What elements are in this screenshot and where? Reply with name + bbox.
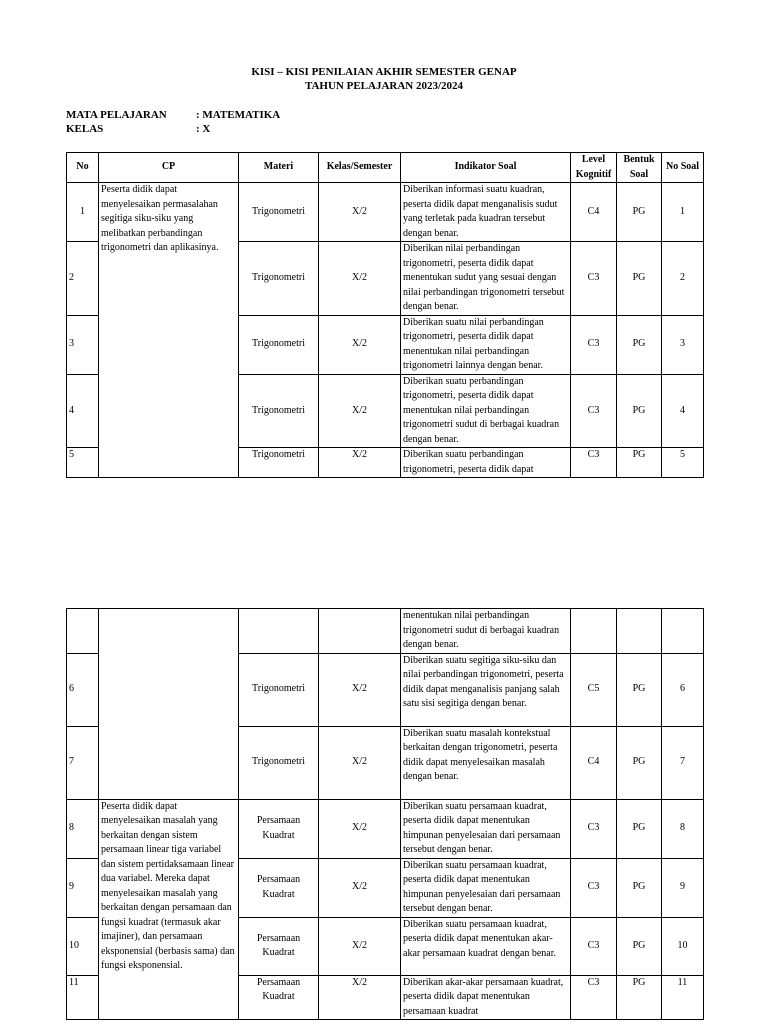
kisi-table-page1: [66, 152, 704, 478]
cp-cell-continued: [99, 609, 239, 800]
table-row: [67, 799, 704, 858]
row-kelas: [319, 609, 401, 654]
row-nosoal: 6: [662, 653, 704, 726]
row-indikator: Diberikan suatu nilai perbandingan trigonometri, peserta didik dapat menentukan nilai perbandingan trigonometri lainnya dengan benar.: [401, 315, 571, 374]
row-level: C3: [571, 975, 617, 1020]
row-kelas: X/2: [319, 242, 401, 316]
row-no: 3: [67, 315, 99, 374]
row-bentuk: PG: [617, 242, 662, 316]
header-materi: Materi: [239, 153, 319, 183]
row-materi: Persamaan Kuadrat: [239, 799, 319, 858]
row-bentuk: PG: [617, 975, 662, 1020]
subject-value: : MATEMATIKA: [196, 109, 281, 121]
row-kelas: X/2: [319, 374, 401, 448]
class-label: KELAS: [66, 123, 104, 135]
row-indikator: Diberikan suatu segitiga siku-siku dan nilai perbandingan trigonometri, peserta didik dapat menganalisis panjang salah satu sisi segitiga dengan benar.: [401, 653, 571, 726]
row-no: [67, 609, 99, 654]
row-level: C3: [571, 858, 617, 917]
cp-cell-2: Peserta didik dapat menyelesaikan masalah yang berkaitan dengan sistem persamaan linear tiga variabel dan sistem pertidaksamaan linear dua variabel. Mereka dapat menyelesaikan masalah yang berkaitan dengan persamaan dan fungsi kuadrat (termasuk akar imajiner), dan persamaan eksponensial (berbasis sama) dan fungsi eksponensial.: [99, 799, 239, 1020]
row-materi: Trigonometri: [239, 448, 319, 478]
row-no: 2: [67, 242, 99, 316]
row-materi: Trigonometri: [239, 653, 319, 726]
row-bentuk: PG: [617, 799, 662, 858]
row-indikator: Diberikan suatu persamaan kuadrat, peserta didik dapat menentukan himpunan penyelesaian dari persamaan tersebut dengan benar.: [401, 799, 571, 858]
row-nosoal: 8: [662, 799, 704, 858]
class-line: [66, 123, 210, 135]
row-no: 1: [67, 183, 99, 242]
row-materi: Persamaan Kuadrat: [239, 858, 319, 917]
cp-cell: Peserta didik dapat menyelesaikan permasalahan segitiga siku-siku yang melibatkan perbandingan trigonometri dan aplikasinya.: [99, 183, 239, 478]
row-bentuk: PG: [617, 653, 662, 726]
row-materi: Trigonometri: [239, 374, 319, 448]
row-kelas: X/2: [319, 726, 401, 799]
row-kelas: X/2: [319, 315, 401, 374]
row-indikator: Diberikan suatu persamaan kuadrat, peserta didik dapat menentukan akar-akar persamaan kuadrat dengan benar.: [401, 917, 571, 975]
row-bentuk: PG: [617, 315, 662, 374]
header-no-soal: No Soal: [662, 153, 704, 183]
row-level: C3: [571, 242, 617, 316]
document-subtitle: TAHUN PELAJARAN 2023/2024: [304, 80, 464, 92]
row-no: 5: [67, 448, 99, 478]
header-no: No: [67, 153, 99, 183]
row-nosoal: 7: [662, 726, 704, 799]
row-materi: [239, 609, 319, 654]
row-indikator: Diberikan nilai perbandingan trigonometri, peserta didik dapat menentukan sudut yang sesuai dengan nilai perbandingan trigonometri tersebut dengan benar.: [401, 242, 571, 316]
row-bentuk: PG: [617, 858, 662, 917]
header-indikator-soal: Indikator Soal: [401, 153, 571, 183]
row-bentuk: PG: [617, 374, 662, 448]
header-cp: CP: [99, 153, 239, 183]
row-no: 6: [67, 653, 99, 726]
row-level: C4: [571, 183, 617, 242]
row-bentuk: PG: [617, 448, 662, 478]
header-level-kognitif: Level Kognitif: [571, 153, 617, 183]
row-nosoal: 4: [662, 374, 704, 448]
row-indikator: menentukan nilai perbandingan trigonometri sudut di berbagai kuadran dengan benar.: [401, 609, 571, 654]
row-no: 7: [67, 726, 99, 799]
row-level: C3: [571, 315, 617, 374]
row-no: 10: [67, 917, 99, 975]
row-level: C3: [571, 917, 617, 975]
row-nosoal: 9: [662, 858, 704, 917]
row-nosoal: 11: [662, 975, 704, 1020]
row-materi: Trigonometri: [239, 242, 319, 316]
row-indikator: Diberikan informasi suatu kuadran, peserta didik dapat menganalisis sudut yang terletak pada kuadran tersebut dengan benar.: [401, 183, 571, 242]
row-nosoal: 2: [662, 242, 704, 316]
row-nosoal: 10: [662, 917, 704, 975]
row-kelas: X/2: [319, 858, 401, 917]
row-indikator: Diberikan suatu masalah kontekstual berkaitan dengan trigonometri, peserta didik dapat menyelesaikan masalah dengan benar.: [401, 726, 571, 799]
row-kelas: X/2: [319, 799, 401, 858]
row-kelas: X/2: [319, 917, 401, 975]
table-header-row: [67, 153, 704, 183]
row-bentuk: PG: [617, 183, 662, 242]
subject-label: MATA PELAJARAN: [66, 109, 167, 121]
row-no: 11: [67, 975, 99, 1020]
row-materi: Persamaan Kuadrat: [239, 975, 319, 1020]
row-level: C3: [571, 799, 617, 858]
header-bentuk-soal: Bentuk Soal: [617, 153, 662, 183]
row-level: C3: [571, 448, 617, 478]
row-nosoal: 1: [662, 183, 704, 242]
row-level: C4: [571, 726, 617, 799]
row-indikator: Diberikan suatu perbandingan trigonometri, peserta didik dapat menentukan nilai perbandingan trigonometri sudut di berbagai kuadran dengan benar.: [401, 374, 571, 448]
kisi-table-page2: [66, 608, 704, 1020]
row-materi: Persamaan Kuadrat: [239, 917, 319, 975]
row-indikator: Diberikan akar-akar persamaan kuadrat, peserta didik dapat menentukan persamaan kuadrat: [401, 975, 571, 1020]
document-title: KISI – KISI PENILAIAN AKHIR SEMESTER GENAP: [251, 66, 517, 78]
row-kelas: X/2: [319, 653, 401, 726]
row-nosoal: [662, 609, 704, 654]
row-kelas: X/2: [319, 183, 401, 242]
row-bentuk: PG: [617, 726, 662, 799]
row-no: 8: [67, 799, 99, 858]
row-level: C5: [571, 653, 617, 726]
row-level: C3: [571, 374, 617, 448]
row-bentuk: [617, 609, 662, 654]
row-materi: Trigonometri: [239, 315, 319, 374]
row-materi: Trigonometri: [239, 183, 319, 242]
row-indikator: Diberikan suatu persamaan kuadrat, peserta didik dapat menentukan himpunan penyelesaian dari persamaan tersebut dengan benar.: [401, 858, 571, 917]
table-row: [67, 183, 704, 242]
row-materi: Trigonometri: [239, 726, 319, 799]
subject-line: [66, 109, 280, 121]
table-row-continued: [67, 609, 704, 654]
row-nosoal: 3: [662, 315, 704, 374]
row-no: 9: [67, 858, 99, 917]
row-level: [571, 609, 617, 654]
row-nosoal: 5: [662, 448, 704, 478]
row-no: 4: [67, 374, 99, 448]
row-indikator: Diberikan suatu perbandingan trigonometri, peserta didik dapat: [401, 448, 571, 478]
row-kelas: X/2: [319, 448, 401, 478]
row-kelas: X/2: [319, 975, 401, 1020]
row-bentuk: PG: [617, 917, 662, 975]
class-value: : X: [196, 123, 211, 135]
header-kelas-semester: Kelas/Semester: [319, 153, 401, 183]
